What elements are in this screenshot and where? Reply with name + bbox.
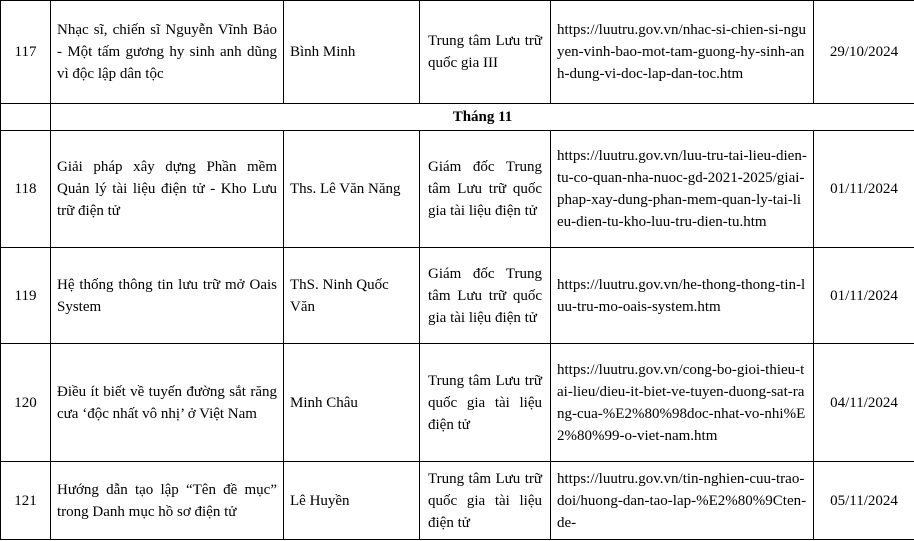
row-number: 121 [1,462,51,540]
table-row [1,248,914,344]
article-title: Giải pháp xây dựng Phần mềm Quản lý tài liệu điện tử - Kho Lưu trữ điện tử [51,131,284,248]
article-unit: Trung tâm Lưu trữ quốc gia tài liệu điện tử [420,344,551,462]
article-title: Điều ít biết về tuyến đường sắt răng cưa ‘độc nhất vô nhị’ ở Việt Nam [51,344,284,462]
article-author: Bình Minh [284,1,420,104]
article-link[interactable]: https://luutru.gov.vn/cong-bo-gioi-thieu-tai-lieu/dieu-it-biet-ve-tuyen-duong-sat-rang-cua-%E2%80%98doc-nhat-vo-nhi%E2%80%99-o-viet-nam.htm [551,344,814,462]
month-header-spacer [1,104,51,131]
month-header-row [1,104,914,131]
article-date: 05/11/2024 [814,462,914,540]
article-link[interactable]: https://luutru.gov.vn/he-thong-thong-tin-luu-tru-mo-oais-system.htm [551,248,814,344]
article-link[interactable]: https://luutru.gov.vn/luu-tru-tai-lieu-dien-tu-co-quan-nha-nuoc-gd-2021-2025/giai-phap-xay-dung-phan-mem-quan-ly-tai-lieu-dien-tu-kho-luu-tru-dien-tu.htm [551,131,814,248]
article-title: Nhạc sĩ, chiến sĩ Nguyễn Vĩnh Bảo - Một tấm gương hy sinh anh dũng vì độc lập dân tộc [51,1,284,104]
article-author: ThS. Ninh Quốc Văn [284,248,420,344]
table-row [1,462,914,540]
row-number: 120 [1,344,51,462]
article-unit: Giám đốc Trung tâm Lưu trữ quốc gia tài liệu điện tử [420,131,551,248]
article-unit: Giám đốc Trung tâm Lưu trữ quốc gia tài liệu điện tử [420,248,551,344]
article-title: Hệ thống thông tin lưu trữ mở Oais System [51,248,284,344]
article-author: Lê Huyền [284,462,420,540]
article-date: 01/11/2024 [814,131,914,248]
table-row [1,344,914,462]
article-date: 01/11/2024 [814,248,914,344]
row-number: 118 [1,131,51,248]
article-date: 04/11/2024 [814,344,914,462]
row-number: 119 [1,248,51,344]
article-title: Hướng dẫn tạo lập “Tên đề mục” trong Danh mục hồ sơ điện tử [51,462,284,540]
table-row [1,131,914,248]
article-unit: Trung tâm Lưu trữ quốc gia tài liệu điện tử [420,462,551,540]
month-header: Tháng 11 [51,104,914,131]
article-author: Ths. Lê Văn Năng [284,131,420,248]
row-number: 117 [1,1,51,104]
article-link[interactable]: https://luutru.gov.vn/tin-nghien-cuu-trao-doi/huong-dan-tao-lap-%E2%80%9Cten-de- [551,462,814,540]
table-row [1,1,914,104]
article-unit: Trung tâm Lưu trữ quốc gia III [420,1,551,104]
article-date: 29/10/2024 [814,1,914,104]
article-link[interactable]: https://luutru.gov.vn/nhac-si-chien-si-nguyen-vinh-bao-mot-tam-guong-hy-sinh-anh-dung-vi-doc-lap-dan-toc.htm [551,1,814,104]
article-author: Minh Châu [284,344,420,462]
